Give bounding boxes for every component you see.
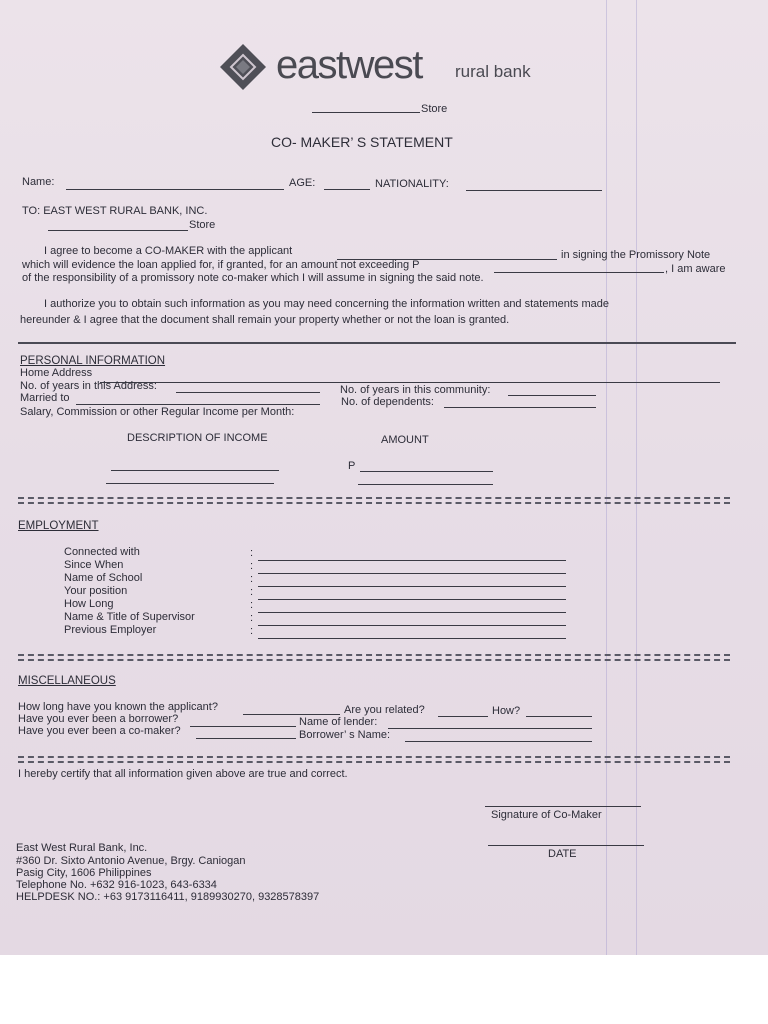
lender-label: Name of lender:	[299, 716, 378, 728]
store-to-label: Store	[189, 219, 216, 231]
emp-colon: :	[250, 599, 254, 611]
borrower-name-label: Borrower’ s Name:	[299, 729, 391, 741]
comaker-field[interactable]	[196, 738, 296, 739]
emp-label-howlong: How Long	[64, 598, 114, 610]
married-to-label: Married to	[20, 392, 70, 404]
footer-address: #360 Dr. Sixto Antonio Avenue, Brgy. Caniogan	[16, 855, 246, 867]
emp-colon: :	[250, 586, 254, 598]
peso-sign: P	[348, 460, 356, 472]
para1-line3: of the responsibility of a promissory note co-maker which I will assume in signing the said note.	[22, 272, 484, 284]
store-to-line[interactable]	[48, 230, 188, 231]
dashed-divider	[18, 654, 730, 661]
para1-line1a: I agree to become a CO-MAKER with the applicant	[44, 245, 293, 257]
comaker-label: Have you ever been a co-maker?	[18, 725, 181, 737]
emp-label-supervisor: Name & Title of Supervisor	[64, 611, 195, 623]
nationality-field[interactable]	[466, 190, 602, 191]
related-label: Are you related?	[344, 704, 425, 716]
emp-label-previous: Previous Employer	[64, 624, 157, 636]
footer-helpdesk: HELPDESK NO.: +63 9173116411, 9189930270, 9328578397	[16, 891, 320, 903]
how-label: How?	[492, 705, 521, 717]
emp-label-school: Name of School	[64, 572, 143, 584]
emp-field-supervisor[interactable]	[258, 625, 566, 626]
certification-text: I hereby certify that all information given above are true and correct.	[18, 768, 348, 780]
amount-header: AMOUNT	[381, 434, 429, 446]
salary-label: Salary, Commission or other Regular Income per Month:	[20, 406, 295, 418]
income-desc-field-1[interactable]	[111, 470, 279, 471]
store-label: Store	[421, 103, 448, 115]
age-field[interactable]	[324, 189, 370, 190]
emp-label-since: Since When	[64, 559, 124, 571]
years-community-field[interactable]	[508, 395, 596, 396]
signature-label: Signature of Co-Maker	[491, 809, 602, 821]
years-address-field[interactable]	[176, 392, 320, 393]
amount-field[interactable]	[494, 272, 664, 273]
name-label: Name:	[22, 176, 55, 188]
dependents-label: No. of dependents:	[341, 396, 434, 408]
emp-field-since[interactable]	[258, 573, 566, 574]
emp-colon: :	[250, 573, 254, 585]
borrower-name-field[interactable]	[405, 741, 592, 742]
emp-field-previous[interactable]	[258, 638, 566, 639]
borrower-field[interactable]	[190, 726, 296, 727]
emp-colon: :	[250, 625, 254, 637]
misc-heading: MISCELLANEOUS	[18, 675, 116, 687]
margin-rule	[636, 0, 637, 955]
home-address-field[interactable]	[100, 382, 720, 383]
personal-heading: PERSONAL INFORMATION	[20, 355, 166, 367]
emp-label-position: Your position	[64, 585, 128, 597]
footer-city: Pasig City, 1606 Philippines	[16, 867, 152, 879]
footer-company: East West Rural Bank, Inc.	[16, 842, 148, 854]
emp-colon: :	[250, 612, 254, 624]
emp-field-position[interactable]	[258, 599, 566, 600]
date-label: DATE	[548, 848, 577, 860]
married-to-field[interactable]	[76, 404, 320, 405]
para2-line1: I authorize you to obtain such information as you may need concerning the information written and statements made	[44, 298, 609, 310]
addressee: TO: EAST WEST RURAL BANK, INC.	[22, 205, 208, 217]
section-divider	[18, 342, 736, 344]
lender-field[interactable]	[388, 728, 592, 729]
employment-heading: EMPLOYMENT	[18, 520, 99, 532]
desc-income-header: DESCRIPTION OF INCOME	[127, 432, 268, 444]
nationality-label: NATIONALITY:	[375, 178, 449, 190]
how-long-label: How long have you known the applicant?	[18, 701, 218, 713]
signature-field[interactable]	[485, 806, 641, 807]
name-field[interactable]	[66, 189, 284, 190]
emp-label-connected: Connected with	[64, 546, 140, 558]
emp-field-connected[interactable]	[258, 560, 566, 561]
dashed-divider	[18, 756, 730, 763]
income-amount-field-2[interactable]	[358, 484, 493, 485]
income-amount-field-1[interactable]	[360, 471, 493, 472]
emp-colon: :	[250, 560, 254, 572]
related-field[interactable]	[438, 716, 488, 717]
emp-field-school[interactable]	[258, 586, 566, 587]
borrower-label: Have you ever been a borrower?	[18, 713, 179, 725]
dashed-divider	[18, 497, 730, 504]
years-address-label: No. of years in this Address:	[20, 380, 157, 392]
eastwest-logo-icon	[218, 42, 268, 92]
emp-field-howlong[interactable]	[258, 612, 566, 613]
logo-subtitle: rural bank	[455, 62, 531, 81]
emp-colon: :	[250, 547, 254, 559]
home-address-label: Home Address	[20, 367, 93, 379]
income-desc-field-2[interactable]	[106, 483, 274, 484]
dependents-field[interactable]	[444, 407, 596, 408]
date-field[interactable]	[488, 845, 644, 846]
years-community-label: No. of years in this community:	[340, 384, 491, 396]
para1-line1b: in signing the Promissory Note	[561, 249, 711, 261]
para1-line2b: , I am aware	[665, 263, 726, 275]
para1-line2a: which will evidence the loan applied for, if granted, for an amount not exceeding P	[22, 259, 420, 271]
logo-brand: eastwest	[276, 43, 422, 87]
age-label: AGE:	[289, 177, 316, 189]
para2-line2: hereunder & I agree that the document shall remain your property whether or not the loan is granted.	[20, 314, 510, 326]
footer-telephone: Telephone No. +632 916-1023, 643-6334	[16, 879, 217, 891]
form-title: CO- MAKER’ S STATEMENT	[271, 134, 453, 150]
store-line[interactable]	[312, 112, 420, 113]
margin-rule	[606, 0, 607, 955]
how-long-field[interactable]	[243, 714, 340, 715]
how-field[interactable]	[526, 716, 592, 717]
